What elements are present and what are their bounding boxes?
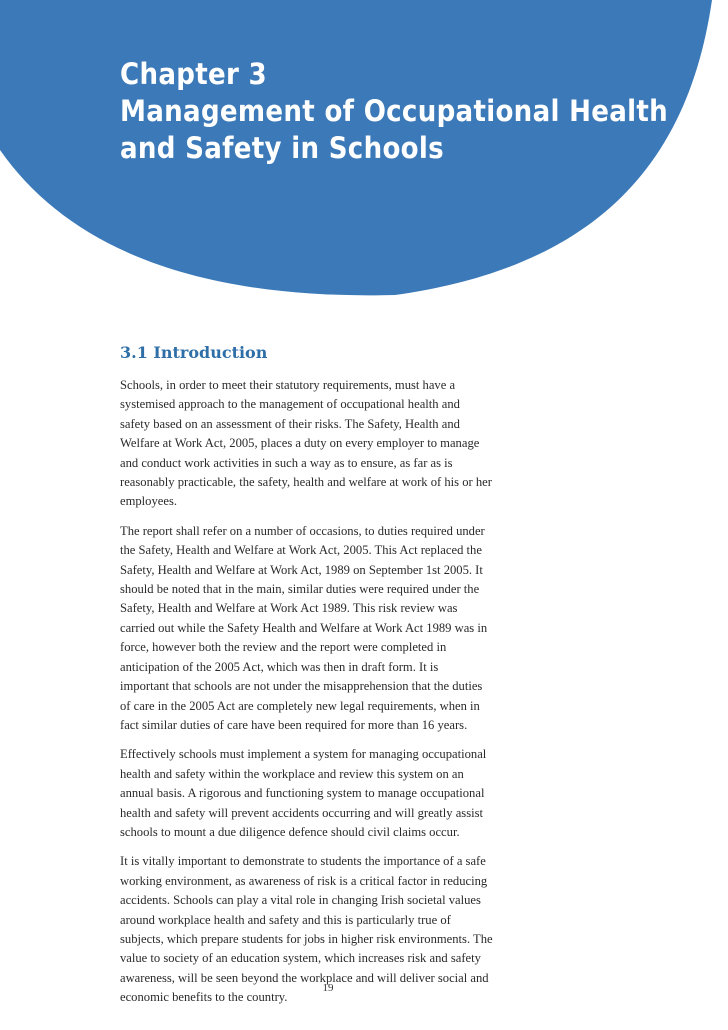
- section-heading: 3.1 Introduction: [120, 343, 268, 362]
- text-line: the Safety, Health and Welfare at Work Act, 2005. This Act replaced the: [120, 543, 482, 558]
- text-line: working environment, as awareness of risk is a critical factor in reducing: [120, 873, 488, 888]
- text-line: health and safety within the workplace and review this system on an: [120, 766, 464, 781]
- text-line: reasonably practicable, the safety, health and welfare at work of his or her: [120, 475, 492, 490]
- text-line: It is vitally important to demonstrate to students the importance of a safe: [120, 854, 486, 869]
- text-line: employees.: [120, 494, 178, 509]
- text-line: carried out while the Safety Health and Welfare at Work Act 1989 was in: [120, 620, 488, 635]
- text-line: safety based on an assessment of their risks. The Safety, Health and: [120, 416, 460, 431]
- text-line: accidents. Schools can play a vital role in changing Irish societal values: [120, 893, 481, 908]
- text-line: and conduct work activities in such a way as to ensure, as far as is: [120, 455, 453, 470]
- paragraph-3: [120, 745, 550, 842]
- text-line: Effectively schools must implement a system for managing occupational: [120, 747, 487, 762]
- text-line: anticipation of the 2005 Act, which was then in draft form. It is: [120, 659, 439, 674]
- text-line: around workplace health and safety and this is particularly true of: [120, 912, 451, 927]
- text-line: Safety, Health and Welfare at Work Act 1989. This risk review was: [120, 601, 458, 616]
- text-line: Safety, Health and Welfare at Work Act, 1989 on September 1st 2005. It: [120, 562, 483, 577]
- text-line: awareness, will be seen beyond the workplace and will deliver social and: [120, 970, 489, 985]
- text-line: annual basis. A rigorous and functioning system to manage occupational: [120, 786, 485, 801]
- body-text: [120, 376, 550, 1018]
- text-line: systemised approach to the management of occupational health and: [120, 397, 460, 412]
- chapter-number: Chapter 3: [120, 57, 267, 91]
- text-line: health and safety will prevent accidents occurring and will greatly assist: [120, 805, 483, 820]
- text-line: Schools, in order to meet their statutory requirements, must have a: [120, 378, 456, 392]
- chapter-title: [120, 56, 668, 166]
- page-number: 19: [322, 982, 334, 994]
- text-line: schools to mount a due diligence defence should civil claims occur.: [120, 824, 460, 839]
- chapter-title-line-2: and Safety in Schools: [120, 130, 444, 165]
- text-line: important that schools are not under the misapprehension that the duties: [120, 679, 483, 694]
- text-line: Welfare at Work Act, 2005, places a duty on every employer to manage: [120, 436, 480, 451]
- chapter-title-line-1: Management of Occupational Health: [120, 93, 668, 128]
- text-line: fact similar duties of care have been required for more than 16 years.: [120, 717, 468, 732]
- text-line: subjects, which prepare students for jobs in higher risk environments. The: [120, 931, 493, 946]
- text-line: The report shall refer on a number of occasions, to duties required under: [120, 523, 485, 538]
- text-line: force, however both the review and the report were completed in: [120, 640, 447, 655]
- paragraph-2: [120, 522, 550, 735]
- text-line: of care in the 2005 Act are completely new legal requirements, when in: [120, 698, 480, 713]
- text-line: economic benefits to the country.: [120, 990, 288, 1005]
- paragraph-1: [120, 376, 550, 512]
- text-line: value to society of an education system, which increases risk and safety: [120, 951, 481, 966]
- text-line: should be noted that in the main, similar duties were required under the: [120, 582, 480, 597]
